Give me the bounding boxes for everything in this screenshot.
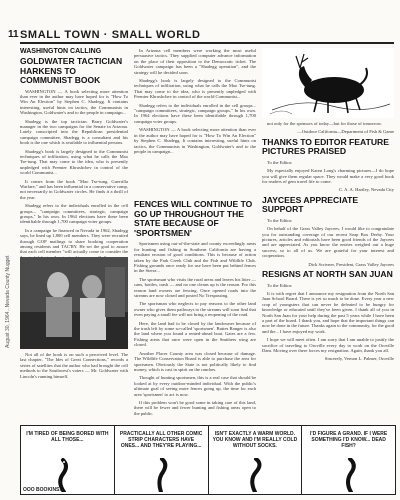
comic-caption: ISN'T EXACTLY A WARM WORLD. YOU KNOW AND I'M REALLY COLD WITHOUT SOCKS.	[212, 431, 298, 449]
photo-image	[20, 257, 128, 349]
deer-icon	[262, 48, 394, 118]
goldwater-paragraph: WASHINGTON — A book selecting more attention than ever in the author may have hoped for is "How To Win An Election" by Stephen C. Shadegg. It contains interesting, useful hints on tactics, the Communists in Washington, Goldwater's and to the people in campaign...	[20, 88, 128, 116]
goldwater-paragraph: Shadegg's book is largely designed to the Communist techniques of infiltration, using what he calls the Mao Tse-tung. That may come to the idea, who is presently unpledged with Premier Khrushchev in control of the world Communist...	[20, 148, 128, 176]
comic-bottom-text: OOO BOOKINS...	[23, 487, 64, 493]
goldwater-paragraph: It comes from the book "Mao Tse-tung. Guerrilla Warfare," and has been influential in a conservative camp, not necessarily in Goldwater circles. He finds it a thrill of the year.	[20, 178, 128, 200]
jaycee-body: On behalf of the Grass Valley Jaycees, I would like to congratulate you for outstanding coverage of our recent Soap Box Derby. Your pictures, articles and editorials have been good friends of the Jaycees and are appreciated. As you know the entries weighed out a huge success, so to all of us. We are grateful for your interest and cooperation.	[262, 226, 394, 259]
fences-paragraph: The sportsman who neglects to pay reasons to the other land owner who gives them pathways to the streams will soon find that even paying a small fee will not bring a reopening of the road.	[134, 301, 256, 318]
fences-headline: FENCES WILL CONTINUE TO GO UP THROUGHOUT THE STATE BECAUSE OF 'SPORTSMEN'	[134, 199, 253, 238]
resign-salutation: To the Editor:	[267, 282, 293, 288]
comic-panel	[21, 426, 115, 494]
letters-column	[262, 121, 394, 365]
fences-paragraph: Another Placer County area was closed because of damage. The Wildlife Conservation Board is able to purchase the area for sportsmen. Obviously the State is not politically likely to find money, which is cast in spirit on the ranches.	[134, 350, 256, 372]
jaycee-signature: Dick Scrivner, President, Grass Valley Jaycees	[308, 261, 394, 267]
worm-icon	[149, 458, 175, 492]
masthead-rule	[20, 42, 394, 44]
resign-signature: Sincerely, Vernon L. Palmer, Oroville	[324, 356, 394, 362]
comic-caption: I'D FIGURE A GRAND. IF I WERE SOMETHING I'D KNOW... DEAD FISH?	[310, 431, 388, 449]
resign-headline: RESIGNS AT NORTH SAN JUAN	[262, 269, 393, 280]
goldwater-kicker: WASHINGTON CALLING	[20, 48, 102, 55]
comic-panel	[209, 426, 303, 494]
masthead: SMALL TOWN · SMALL WORLD	[20, 29, 201, 41]
comic-caption: PRACTICALLY ALL OTHER COMIC STRIP CHARACTERS HAVE ONES... AND THEY'RE PLAYING...	[119, 431, 203, 449]
feature-body: My especially enjoyed Karen Long's charming pictures—I do hope you will give them regular space. They would make a very good book for readers of gem travel life to come.	[262, 168, 394, 185]
goldwater-paragraph: Shadegg refers to the individuals enrolled in the cell groups... "campaign committees, strategic, campaign groups," In his own. In 1964 elections have these been identifiable through 1,700 campaign voter groups.	[20, 203, 128, 225]
goldwater-article	[20, 48, 128, 263]
comic-caption: I'M TIRED OF BEING BORED WITH ALL THOSE...	[26, 431, 109, 443]
jaycee-headline: JAYCEES APPRECIATE SUPPORT	[262, 194, 359, 215]
letters-intro-signature: —Outdoor California—Department of Fish & Game	[297, 129, 394, 135]
photo-caption: Not all of the book is on such a perceived level. The last chapter, "The Ides of Great Connections," records a series of satellites that the author who had brought the cell methods to the Southwest's voters — Mr. Goldwater with Lincoln's running himself.	[20, 352, 128, 379]
worm-icon	[243, 458, 269, 492]
feature-headline: THANKS TO EDITOR FEATURE PICTURES PRAISED	[262, 136, 390, 157]
comic-strip	[20, 425, 396, 495]
comic-panel	[302, 426, 395, 494]
worm-icon	[338, 458, 364, 492]
letters-intro: not only for the sponsors of today—but for those of tomorrow.	[267, 121, 382, 126]
jaycee-salutation: To the Editor:	[267, 217, 293, 223]
feature-signature: C. A. A. Hartley, Nevada City	[339, 187, 394, 193]
page-number: 11	[8, 29, 19, 40]
goldwater-headline: GOLDWATER TACTICIAN HARKENS TO COMMUNIST BOOK	[20, 56, 123, 85]
goldwater-paragraph: Shadegg is the top tactician. Barry Goldwater's manager in the two campaigns for the Senate in Arizona. Lately conscripted into the Republican presidential campaign committee, Shadegg is a consultant and his book is the one which is available to influential persons.	[20, 118, 128, 146]
fences-paragraph: Thought of hunting sportsmen, this is a real case that should be looked at by every outdoor-minded individual. With the public's ultimate goal of seeing more fences going up, the time for each area 'sportsmen' to act is now.	[134, 375, 256, 397]
resign-body: It is with regret that I announce my resignation from the North San Juan School Board. There is yet so much to be done. Every year a new crop of youngsters that can never be defeated to be hungry for knowledge or educated until they've been given. I thank all of you in North San Juan for your help during the past 5 years while I have been a part of the board. I thank you, and hope that the important things can now be done in the future. Thanks again to the community, for the good and the... I have enjoyed my work.	[262, 291, 394, 334]
comic-panel	[115, 426, 209, 494]
sidebar-dateline: August 30, 1964...Nevada County Nugget	[5, 255, 11, 348]
fences-paragraph: Sportsmen using out-of-the-state and county exceedingly areas for hunting and fishing in Southern California are having a resultant erosion of good conditions. This is because of action taken by the Park Creek Club and the Fish and Wildlife Club. Fishing grounds once ready for use have been put behind fences in the Sierra...	[134, 241, 256, 274]
goldwater-paragraph: In a campaign he financed in Nevada in 1962, Shadegg says, he lined up 1,800 cell members. They were recruited through GOP mailings to share booking cooperation among residents and TAC'RY. He set the goal to assure that each cell member "will actually come to consider the	[20, 227, 128, 255]
goldwater-photo	[20, 257, 128, 349]
resign-closing: I hope we will meet often. I am sorry that I am unable to justify the sacrifice of traveling to Oroville every day to work on the Oroville Dam. Moving over there forces my resignation. Again, thank you all.	[262, 337, 394, 354]
fences-paragraph: The sportsman who visits the rural areas and leaves his litter — cans, bottles, trash — and no one cleans up is the reason. For this reason land owners are fencing. Once opened roads into the streams are now closed and posted No Trespassing.	[134, 276, 256, 299]
deer-illustration	[262, 48, 394, 118]
goldwater-continued: In Arizona cell members were working the most useful persuasive tactics. They supplied computer advance information on the place of their opposition to the Democratic ticket. The Goldwater campaign has been a "Shadegg operation", and the strategy will be decided soon. Shadegg's book is largely designed to the Communist techniques of infiltration, using what he calls the Mao Tse-tung. That may come to the idea, who is presently unpledged with Premier Khrushchev in control of the world Communist... Shadegg refers to the individuals enrolled in the cell groups... "campaign committees, strategic, campaign groups," In his own. In 1964 elections have these been identifiable through 1,700 campaign voter groups. WASHINGTON — A book selecting more attention than ever in the author may have hoped for is "How To Win An Election" by Stephen C. Shadegg. It contains interesting, useful hints on tactics, the Communists in Washington, Goldwater's and to the people in campaign...	[134, 48, 256, 154]
feature-salutation: To the Editor:	[267, 159, 293, 165]
fences-paragraph: Here, the land had to be closed by the landowner because of the trash left by some so-called 'sportsmen'. Buttes Ranger is also the land where you found a rented-ahead boat. Gates are a few. Fishing areas that once were open in the Smithers wing are closed.	[134, 320, 256, 348]
fences-paragraph: If this problem won't be good some in taking care of this land, there will be fewer and fewer hunting and fishing areas open to the public.	[134, 399, 256, 416]
